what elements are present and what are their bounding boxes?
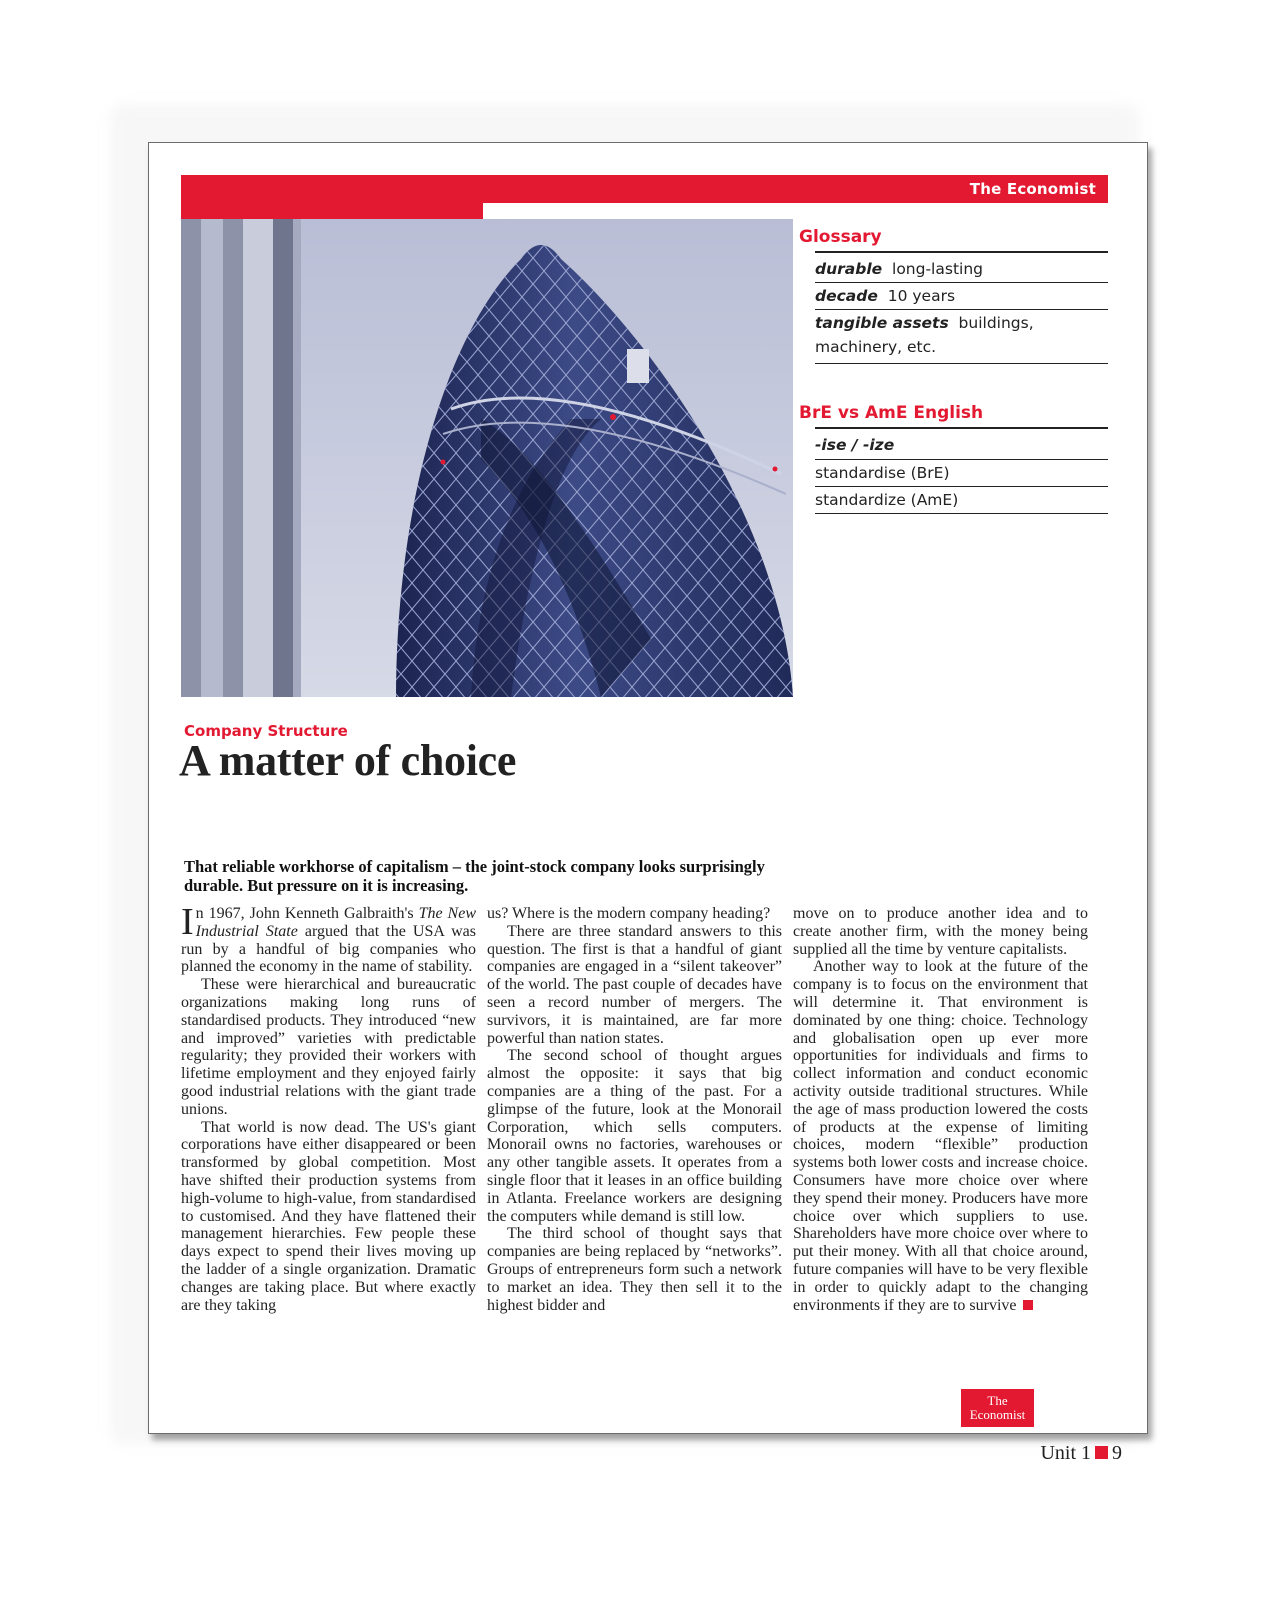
article-column-2 <box>487 905 782 1314</box>
paragraph-text: argued that the USA was run by a handful of big companies who planned the economy in the name of stability. <box>181 922 476 976</box>
glossary-term: tangible assets <box>815 314 949 332</box>
article-paragraph: That world is now dead. The US's giant corporations have either disappeared or been transformed by global competition. Most have shifted their production systems from high-volume to high-value, from standardised to customised. And they have flattened their management hierarchies. Few people these days expect to spend their lives moving up the ladder of a single organization. Dramatic changes are taking place. But where exactly are they taking <box>181 1118 476 1314</box>
english-box-divider <box>815 513 1108 514</box>
header-bar-tab <box>181 203 483 219</box>
article-kicker: Company Structure <box>184 722 348 740</box>
article-paragraph: The second school of thought argues almost the opposite: it says that big companies are a thing of the past. For a glimpse of the future, look at the Monorail Corporation, which sells computers. Monorail owns no factories, warehouses or any other tangible assets. It operates from a single floor that it leases in an office building in Atlanta. Freelance workers are designing the computers while demand is still low. <box>487 1047 782 1225</box>
english-box-heading <box>815 433 1108 457</box>
glossary-divider <box>815 282 1108 283</box>
article-paragraph: There are three standard answers to this question. The first is that a handful of giant companies are engaged in a “silent takeover” of the world. The past couple of decades have seen a record number of mergers. The survivors, it is maintained, are far more powerful than nation states. <box>487 922 782 1047</box>
paragraph-text: Another way to look at the future of the company is to focus on the environment that will determine it. That environment is dominated by one thing: choice. Technology and globalisation open up ever more opportunities for individuals and firms to collect information and conduct economic activity outside traditional structures. While the age of mass production lowered the costs of products at the expense of limiting choices, modern “flexible” production systems both lower costs and increase choice. Consumers have more choice over where they spend their money. Producers have more choice over which suppliers to use. Shareholders have more choice over where to put their money. With all that choice around, future companies will have to be very flexible in order to quickly adapt to the changing environments if they are to survive <box>793 958 1088 1314</box>
glossary-definition: buildings, machinery, etc. <box>815 314 1034 356</box>
english-box-row: standardise (BrE) <box>815 464 950 482</box>
glossary-definition: 10 years <box>887 287 956 305</box>
article-paragraph: The third school of thought says that companies are being replaced by “networks”. Groups of entrepreneurs form such a network to market an idea. They then sell it to the highest bidder and <box>487 1225 782 1314</box>
logo-line-1: The <box>987 1393 1008 1408</box>
english-box-divider <box>815 459 1108 460</box>
glossary-item <box>815 311 1108 359</box>
magazine-page <box>148 142 1148 1434</box>
glossary-term: durable <box>815 260 883 278</box>
article-standfirst: That reliable workhorse of capitalism – the joint-stock company looks surprisingly durable. But pressure on it is increasing. <box>184 857 765 895</box>
english-box-heading-text: -ise / -ize <box>815 436 895 454</box>
economist-logo <box>961 1389 1034 1427</box>
gherkin-building-photo <box>181 219 793 697</box>
header-brand-label: The Economist <box>969 180 1096 198</box>
glossary-item <box>815 257 1108 281</box>
article-column-3 <box>793 905 1088 1314</box>
glossary-divider <box>815 309 1108 310</box>
drop-cap: I <box>181 901 194 943</box>
page-folio <box>1040 1442 1122 1465</box>
folio-square-icon <box>1095 1446 1108 1459</box>
glossary-definition: long-lasting <box>892 260 983 278</box>
glossary-item <box>815 284 1108 308</box>
end-mark-icon <box>1023 1300 1033 1310</box>
article-paragraph <box>181 901 476 976</box>
glossary-term: decade <box>815 287 878 305</box>
book-title: The New Industrial State <box>195 905 476 940</box>
english-box-rule <box>815 427 1108 429</box>
folio-unit: Unit 1 <box>1040 1442 1091 1464</box>
article-headline: A matter of choice <box>179 736 517 785</box>
article-column-1 <box>181 901 476 1314</box>
paragraph-text: n 1967, John Kenneth Galbraith's <box>195 905 419 922</box>
article-paragraph: move on to produce another idea and to create another firm, with the money being supplied all the time by venture capitalists. <box>793 905 1088 958</box>
header-bar <box>181 175 1108 203</box>
glossary-divider <box>815 363 1108 364</box>
english-box-row: standardize (AmE) <box>815 491 959 509</box>
english-box-title: BrE vs AmE English <box>799 403 984 423</box>
logo-line-2: Economist <box>969 1407 1026 1422</box>
english-box-divider <box>815 486 1108 487</box>
article-paragraph: us? Where is the modern company heading? <box>487 905 771 922</box>
glossary-rule <box>815 251 1108 253</box>
article-paragraph: These were hierarchical and bureaucratic organizations making long runs of standardised products. They introduced “new and improved” varieties with predictable regularity; they provided their workers with lifetime employment and they enjoyed fairly good industrial relations with the giant trade unions. <box>181 976 476 1118</box>
article-paragraph <box>793 958 1088 1314</box>
glossary-title: Glossary <box>799 227 882 247</box>
folio-page-number: 9 <box>1112 1442 1122 1464</box>
